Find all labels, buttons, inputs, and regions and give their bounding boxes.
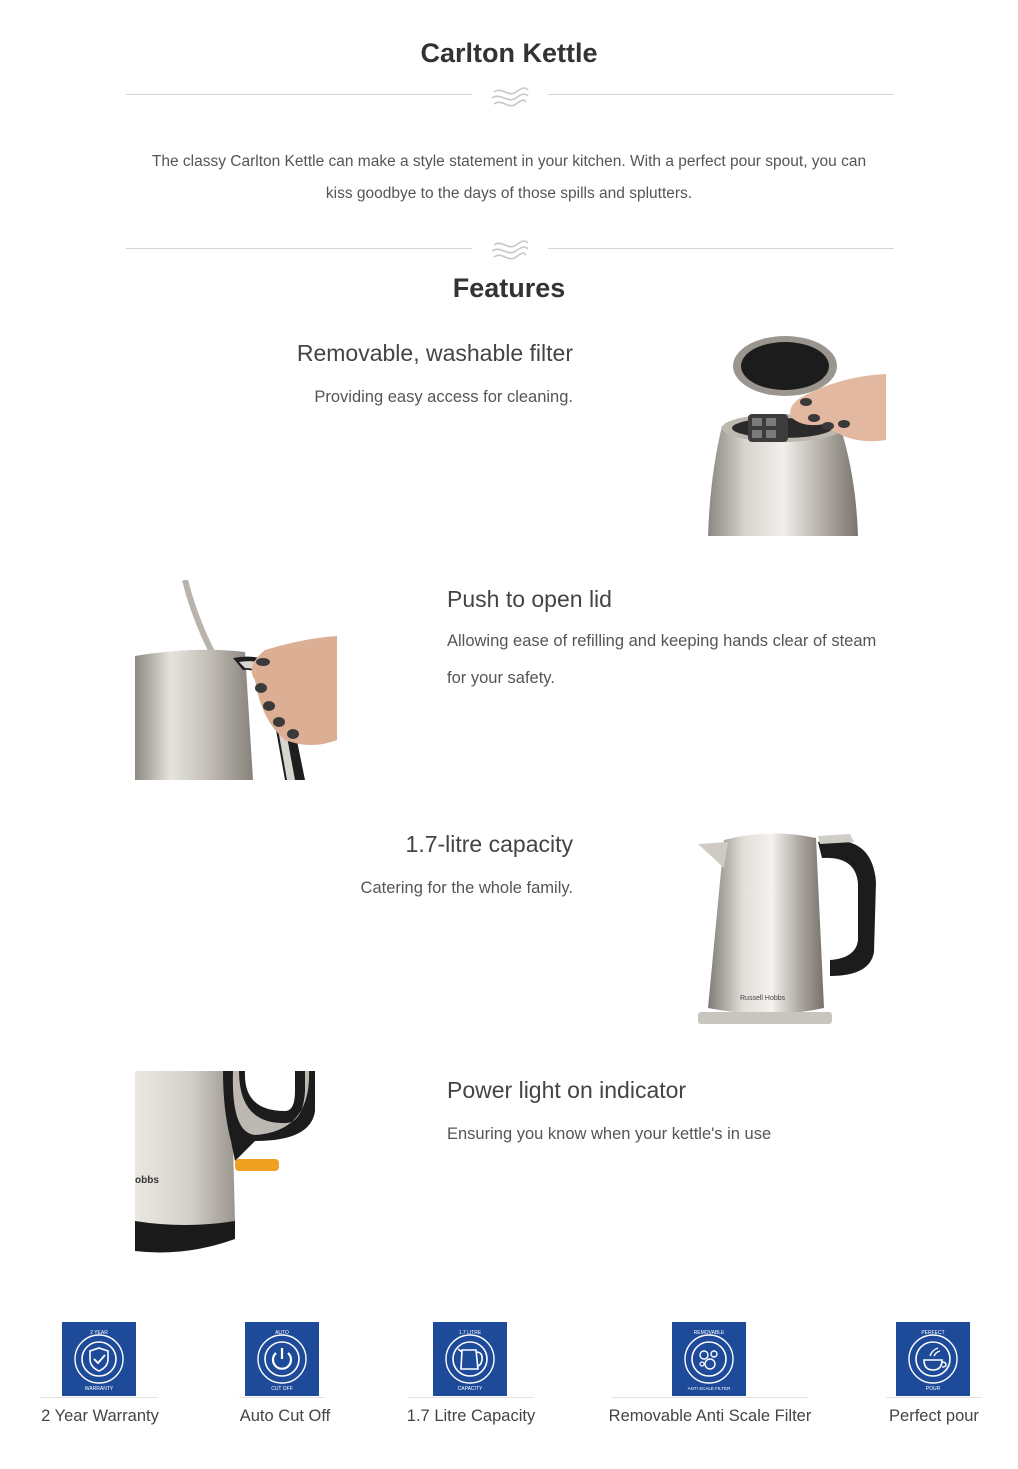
brand-logo-text: Russell Hobbs <box>740 995 786 1002</box>
feature-title: 1.7-litre capacity <box>405 831 573 857</box>
svg-text:CAPACITY: CAPACITY <box>457 1386 483 1392</box>
feature-image-filter <box>700 336 886 536</box>
divider-left <box>126 248 472 249</box>
feature-image-kettle <box>694 828 880 1028</box>
svg-text:REMOVABLE: REMOVABLE <box>693 1330 725 1336</box>
feature-title: Push to open lid <box>447 586 612 612</box>
brand-logo-text: obbs <box>135 1175 159 1186</box>
page-title: Carlton Kettle <box>420 38 598 68</box>
svg-text:ANTI SCALE FILTER: ANTI SCALE FILTER <box>687 1386 731 1391</box>
badge-label: 2 Year Warranty <box>41 1407 159 1425</box>
features-heading: Features <box>452 273 566 303</box>
feature-image-lid <box>135 580 337 780</box>
badge-label: Auto Cut Off <box>239 1407 331 1425</box>
svg-text:POUR: POUR <box>925 1386 941 1392</box>
badge-label: Perfect pour <box>889 1407 979 1425</box>
feature-description: Catering for the whole family. <box>360 879 573 897</box>
divider-right <box>548 94 894 95</box>
shield-check-icon <box>62 1322 136 1396</box>
svg-text:WARRANTY: WARRANTY <box>84 1386 114 1392</box>
svg-text:AUTO: AUTO <box>275 1330 289 1336</box>
divider-left <box>126 94 472 95</box>
pour-cup-icon <box>896 1322 970 1396</box>
feature-description: Ensuring you know when your kettle's in use <box>447 1125 772 1143</box>
svg-text:CUT OFF: CUT OFF <box>271 1386 293 1392</box>
flourish-ornament-icon <box>490 237 530 263</box>
divider-right <box>548 248 894 249</box>
flourish-ornament-icon <box>490 84 530 110</box>
badge-label: 1.7 Litre Capacity <box>406 1407 536 1425</box>
feature-title: Removable, washable filter <box>296 340 573 366</box>
svg-text:1.7 LITRE: 1.7 LITRE <box>458 1330 482 1336</box>
kettle-icon <box>433 1322 507 1396</box>
feature-description: Allowing ease of refilling and keeping hands clear of steam for your safety. <box>447 632 877 687</box>
filter-icon <box>672 1322 746 1396</box>
feature-title: Power light on indicator <box>447 1077 687 1103</box>
svg-text:2 YEAR: 2 YEAR <box>90 1330 108 1336</box>
feature-image-indicator <box>135 1071 335 1259</box>
power-icon <box>245 1322 319 1396</box>
intro-text: The classy Carlton Kettle can make a style statement in your kitchen. With a perfect pour spout, you can kiss goodbye to the days of those spills and splutters. <box>151 153 867 202</box>
svg-text:PERFECT: PERFECT <box>921 1330 945 1336</box>
feature-description: Providing easy access for cleaning. <box>314 388 573 406</box>
badge-label: Removable Anti Scale Filter <box>608 1407 812 1425</box>
